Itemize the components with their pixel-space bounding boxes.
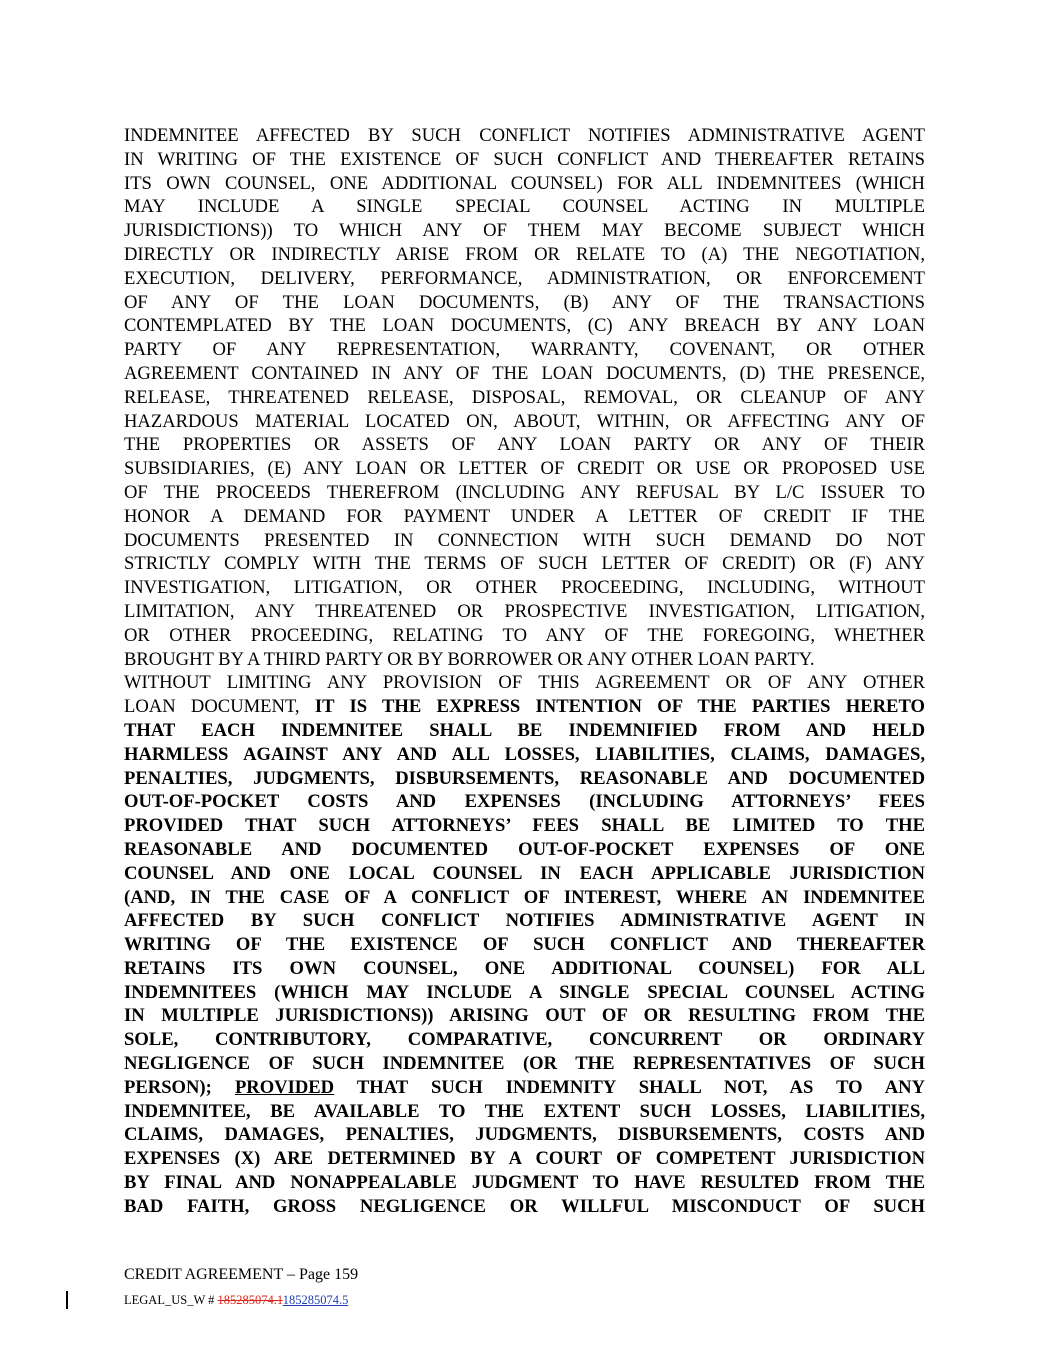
line-text: STRICTLY COMPLY WITH THE TERMS OF SUCH LETTER OF CREDIT) OR (F) ANY xyxy=(124,553,925,575)
body-line xyxy=(124,1076,925,1100)
body-line xyxy=(124,909,925,933)
line-text: BAD FAITH, GROSS NEGLIGENCE OR WILLFUL MISCONDUCT OF SUCH xyxy=(124,1195,925,1217)
body-line xyxy=(124,624,925,648)
body-line xyxy=(124,338,925,362)
body-line xyxy=(124,291,925,315)
body-line xyxy=(124,671,925,695)
line-text: (AND, IN THE CASE OF A CONFLICT OF INTEREST, WHERE AN INDEMNITEE xyxy=(124,886,925,908)
body-line xyxy=(124,195,925,219)
body-line xyxy=(124,576,925,600)
body-line xyxy=(124,410,925,434)
body-line xyxy=(124,1052,925,1076)
line-text: REASONABLE AND DOCUMENTED OUT-OF-POCKET EXPENSES OF ONE xyxy=(124,838,925,860)
body-line xyxy=(124,814,925,838)
line-text: OF ANY OF THE LOAN DOCUMENTS, (B) ANY OF THE TRANSACTIONS xyxy=(124,291,925,313)
body-line xyxy=(124,148,925,172)
body-line xyxy=(124,1028,925,1052)
line-text: LOAN DOCUMENT, xyxy=(124,696,315,718)
line-text: RELEASE, THREATENED RELEASE, DISPOSAL, REMOVAL, OR CLEANUP OF ANY xyxy=(124,386,925,408)
line-text: HARMLESS AGAINST ANY AND ALL LOSSES, LIABILITIES, CLAIMS, DAMAGES, xyxy=(124,743,925,765)
line-text: INDEMNITEE AFFECTED BY SUCH CONFLICT NOTIFIES ADMINISTRATIVE AGENT xyxy=(124,125,925,146)
line-text: LIMITATION, ANY THREATENED OR PROSPECTIVE INVESTIGATION, LITIGATION, xyxy=(124,600,925,622)
body-line xyxy=(124,719,925,743)
docid-prefix: LEGAL_US_W # xyxy=(124,1293,218,1307)
line-text: PENALTIES, JUDGMENTS, DISBURSEMENTS, REASONABLE AND DOCUMENTED xyxy=(124,767,925,789)
line-text: IN WRITING OF THE EXISTENCE OF SUCH CONFLICT AND THEREAFTER RETAINS xyxy=(124,148,925,170)
line-text: OUT-OF-POCKET COSTS AND EXPENSES (INCLUDING ATTORNEYS’ FEES xyxy=(124,791,925,813)
body-line xyxy=(124,886,925,910)
line-text: BY FINAL AND NONAPPEALABLE JUDGMENT TO HAVE RESULTED FROM THE xyxy=(124,1172,925,1194)
line-text: RETAINS ITS OWN COUNSEL, ONE ADDITIONAL COUNSEL) FOR ALL xyxy=(124,957,925,979)
line-text: THAT SUCH INDEMNITY SHALL NOT, AS TO ANY xyxy=(334,1076,925,1098)
underlined-term: PROVIDED xyxy=(234,1076,335,1098)
line-text: OR OTHER PROCEEDING, RELATING TO ANY OF THE FOREGOING, WHETHER xyxy=(124,624,925,646)
body-line xyxy=(124,695,925,719)
docid-inserted: 185285074.5 xyxy=(282,1293,349,1307)
body-line xyxy=(124,172,925,196)
line-text: THAT EACH INDEMNITEE SHALL BE INDEMNIFIED FROM AND HELD xyxy=(124,719,925,741)
line-text: OF THE PROCEEDS THEREFROM (INCLUDING ANY REFUSAL BY L/C ISSUER TO xyxy=(124,481,925,503)
body-line xyxy=(124,219,925,243)
body-line xyxy=(124,981,925,1005)
docid-deleted: 185285074.1 xyxy=(217,1293,283,1307)
line-text: BROUGHT BY A THIRD PARTY OR BY BORROWER OR ANY OTHER LOAN PARTY. xyxy=(124,648,815,670)
body-line xyxy=(124,552,925,576)
line-text: INDEMNITEE, BE AVAILABLE TO THE EXTENT SUCH LOSSES, LIABILITIES, xyxy=(124,1100,925,1122)
line-text: PROVIDED THAT SUCH ATTORNEYS’ FEES SHALL BE LIMITED TO THE xyxy=(124,815,925,837)
body-line xyxy=(124,386,925,410)
line-text: INDEMNITEES (WHICH MAY INCLUDE A SINGLE SPECIAL COUNSEL ACTING xyxy=(124,981,925,1003)
line-text: SUBSIDIARIES, (E) ANY LOAN OR LETTER OF CREDIT OR USE OR PROPOSED USE xyxy=(124,458,925,480)
footer-page-label: CREDIT AGREEMENT – Page 159 xyxy=(124,1266,359,1283)
line-text: AGREEMENT CONTAINED IN ANY OF THE LOAN DOCUMENTS, (D) THE PRESENCE, xyxy=(124,362,925,384)
line-text: SOLE, CONTRIBUTORY, COMPARATIVE, CONCURRENT OR ORDINARY xyxy=(124,1029,925,1051)
body-line xyxy=(124,1195,925,1219)
body-line xyxy=(124,648,925,672)
body-line xyxy=(124,481,925,505)
body-line xyxy=(124,600,925,624)
line-text: HAZARDOUS MATERIAL LOCATED ON, ABOUT, WITHIN, OR AFFECTING ANY OF xyxy=(124,410,925,432)
line-text: MAY INCLUDE A SINGLE SPECIAL COUNSEL ACTING IN MULTIPLE xyxy=(124,196,925,218)
body-line xyxy=(124,862,925,886)
body-line xyxy=(124,1123,925,1147)
body-line xyxy=(124,505,925,529)
line-text: EXECUTION, DELIVERY, PERFORMANCE, ADMINISTRATION, OR ENFORCEMENT xyxy=(124,267,925,289)
line-text: PERSON); xyxy=(124,1076,235,1098)
body-line xyxy=(124,124,925,148)
body-line xyxy=(124,1004,925,1028)
body-line xyxy=(124,267,925,291)
line-text: DOCUMENTS PRESENTED IN CONNECTION WITH SUCH DEMAND DO NOT xyxy=(124,529,925,551)
line-text: THE PROPERTIES OR ASSETS OF ANY LOAN PARTY OR ANY OF THEIR xyxy=(124,434,925,456)
body-line xyxy=(124,243,925,267)
line-text: IT IS THE EXPRESS INTENTION OF THE PARTIES HERETO xyxy=(314,696,925,718)
body-line xyxy=(124,457,925,481)
line-text: PARTY OF ANY REPRESENTATION, WARRANTY, COVENANT, OR OTHER xyxy=(124,339,925,361)
line-text: NEGLIGENCE OF SUCH INDEMNITEE (OR THE REPRESENTATIVES OF SUCH xyxy=(124,1053,925,1075)
body-line xyxy=(124,838,925,862)
body-line xyxy=(124,933,925,957)
line-text: HONOR A DEMAND FOR PAYMENT UNDER A LETTER OF CREDIT IF THE xyxy=(124,505,925,527)
body-line xyxy=(124,957,925,981)
body-line xyxy=(124,743,925,767)
body-line xyxy=(124,1100,925,1124)
body-line xyxy=(124,529,925,553)
footer-document-id xyxy=(124,1291,724,1309)
document-body xyxy=(124,124,925,1219)
line-text: CLAIMS, DAMAGES, PENALTIES, JUDGMENTS, DISBURSEMENTS, COSTS AND xyxy=(124,1124,925,1146)
line-text: IN MULTIPLE JURISDICTIONS)) ARISING OUT OF OR RESULTING FROM THE xyxy=(124,1005,925,1027)
body-line xyxy=(124,314,925,338)
body-line xyxy=(124,1147,925,1171)
line-text: JURISDICTIONS)) TO WHICH ANY OF THEM MAY BECOME SUBJECT WHICH xyxy=(124,220,925,242)
body-line xyxy=(124,790,925,814)
body-line xyxy=(124,767,925,791)
line-text: CONTEMPLATED BY THE LOAN DOCUMENTS, (C) ANY BREACH BY ANY LOAN xyxy=(124,315,925,337)
line-text: WITHOUT LIMITING ANY PROVISION OF THIS AGREEMENT OR OF ANY OTHER xyxy=(124,672,925,694)
line-text: AFFECTED BY SUCH CONFLICT NOTIFIES ADMINISTRATIVE AGENT IN xyxy=(124,910,925,932)
line-text: ITS OWN COUNSEL, ONE ADDITIONAL COUNSEL) FOR ALL INDEMNITEES (WHICH xyxy=(124,172,925,194)
line-text: DIRECTLY OR INDIRECTLY ARISE FROM OR RELATE TO (A) THE NEGOTIATION, xyxy=(124,243,925,265)
change-bar xyxy=(66,1291,68,1309)
body-line xyxy=(124,1171,925,1195)
line-text: EXPENSES (X) ARE DETERMINED BY A COURT OF COMPETENT JURISDICTION xyxy=(124,1148,925,1170)
body-line xyxy=(124,362,925,386)
body-line xyxy=(124,433,925,457)
line-text: WRITING OF THE EXISTENCE OF SUCH CONFLICT AND THEREAFTER xyxy=(124,934,925,956)
page-footer xyxy=(124,1265,724,1309)
line-text: COUNSEL AND ONE LOCAL COUNSEL IN EACH APPLICABLE JURISDICTION xyxy=(124,862,925,884)
line-text: INVESTIGATION, LITIGATION, OR OTHER PROCEEDING, INCLUDING, WITHOUT xyxy=(124,577,925,599)
